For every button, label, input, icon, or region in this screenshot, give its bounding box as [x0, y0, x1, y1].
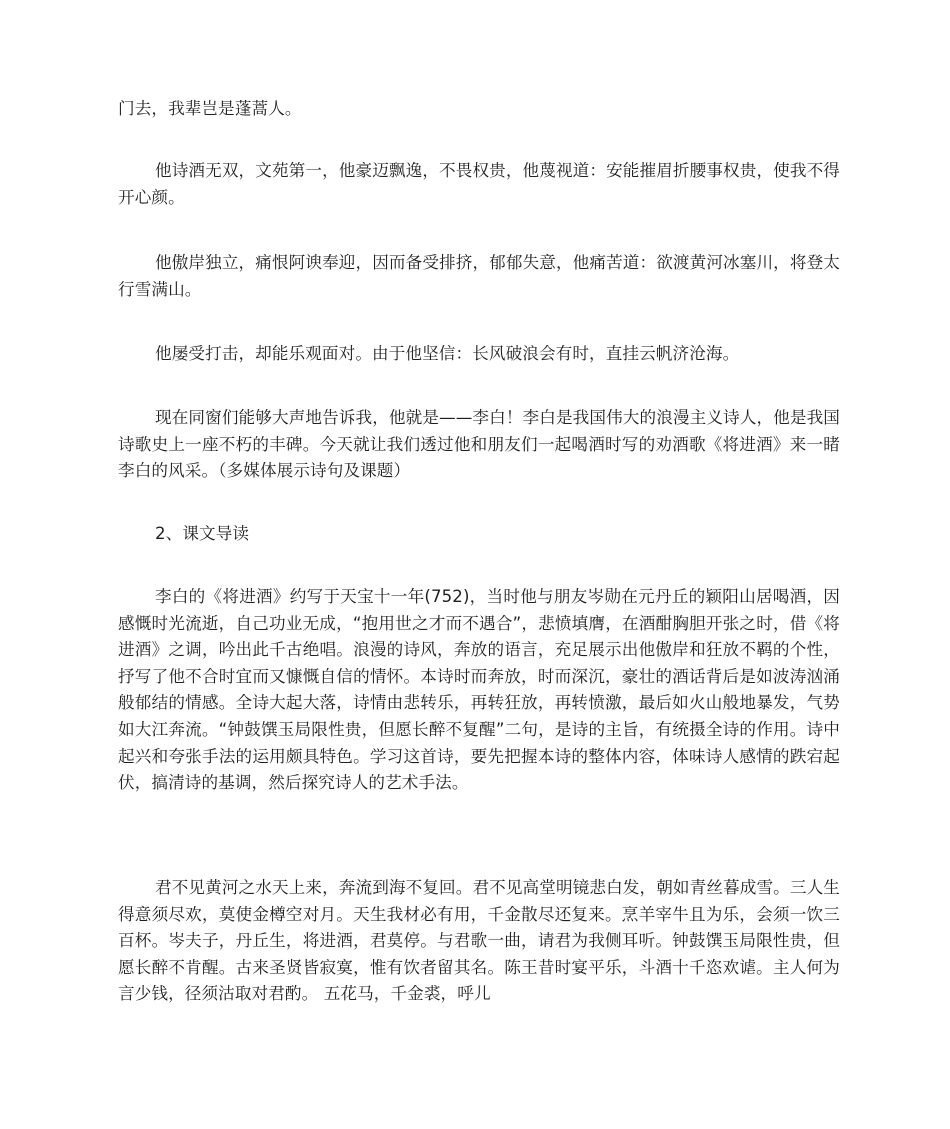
paragraph-introduction: 现在同窗们能够大声地告诉我，他就是——李白！李白是我国伟大的浪漫主义诗人，他是我国诗歌史上一座不朽的丰碑。今天就让我们透过他和朋友们一起喝酒时写的劝酒歌《将进酒》来一睹李白的风采。（多媒体展示诗句及课题）	[118, 408, 840, 481]
section-heading-reading-guide: 2、课文导读	[155, 524, 250, 543]
paragraph-continuation: 门去，我辈岂是蓬蒿人。	[118, 99, 302, 118]
paragraph-reading-guide: 李白的《将进酒》约写于天宝十一年(752)，当时他与朋友岑勋在元丹丘的颖阳山居喝酒，因感慨时光流逝，自己功业无成，“抱用世之才而不遇合”，悲愤填膺，在酒酣胸胆开张之时，借《将进酒》之调，吟出此千古绝唱。浪漫的诗风，奔放的语言，充足展示出他傲岸和狂放不羁的个性，抒写了他不合时宜而又慷慨自信的情怀。本诗时而奔放，时而深沉，豪壮的酒话背后是如波涛汹涌般郁结的情感。全诗大起大落，诗情由悲转乐，再转狂放，再转愤激，最后如火山般地暴发，气势如大江奔流。“钟鼓馔玉局限性贵，但愿长醉不复醒”二句，是诗的主旨，有统摄全诗的作用。诗中起兴和夸张手法的运用颇具特色。学习这首诗，要先把握本诗的整体内容，体味诗人感情的跌宕起伏，搞清诗的基调，然后探究诗人的艺术手法。	[118, 587, 840, 793]
paragraph-optimism: 他屡受打击，却能乐观面对。由于他坚信：长风破浪会有时，直挂云帆济沧海。	[155, 344, 740, 363]
paragraph-poem-text: 君不见黄河之水天上来，奔流到海不复回。君不见高堂明镜悲白发，朝如青丝暮成雪。三人生得意须尽欢，莫使金樽空对月。天生我材必有用，千金散尽还复来。烹羊宰牛且为乐，会须一饮三百杯。岑夫子，丹丘生，将进酒，君莫停。与君歌一曲，请君为我侧耳听。钟鼓馔玉局限性贵，但愿长醉不肯醒。古来圣贤皆寂寞，惟有饮者留其名。陈王昔时宴平乐，斗酒十千恣欢谑。主人何为言少钱，径须沽取对君酌。 五花马，千金裘，呼儿	[118, 878, 840, 1004]
paragraph-poetry-wine: 他诗酒无双，文苑第一，他豪迈飘逸，不畏权贵，他蔑视道：安能摧眉折腰事权贵，使我不得开心颜。	[118, 161, 840, 207]
paragraph-proud-independent: 他傲岸独立，痛恨阿谀奉迎，因而备受排挤，郁郁失意，他痛苦道：欲渡黄河冰塞川，将登太行雪满山。	[118, 253, 840, 299]
